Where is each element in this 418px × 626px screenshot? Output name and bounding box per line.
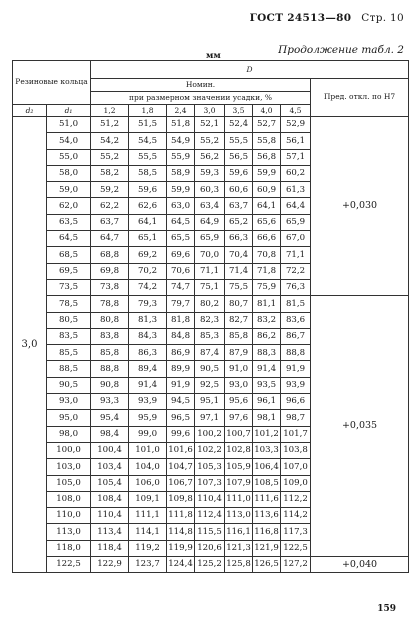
d-value-cell: 65,5 xyxy=(167,231,195,247)
d-value-cell: 66,3 xyxy=(225,231,253,247)
d-value-cell: 63,0 xyxy=(167,198,195,214)
d-value-cell: 107,3 xyxy=(195,475,225,491)
d-value-cell: 58,5 xyxy=(129,165,167,181)
d-value-cell: 74,2 xyxy=(129,279,167,295)
d-value-cell: 83,6 xyxy=(281,312,311,328)
d-value-cell: 125,2 xyxy=(195,557,225,573)
d-value-cell: 107,9 xyxy=(225,475,253,491)
d-value-cell: 104,7 xyxy=(167,459,195,475)
d-value-cell: 100,2 xyxy=(195,426,225,442)
d-value-cell: 109,1 xyxy=(129,491,167,507)
d-value-cell: 70,4 xyxy=(225,247,253,263)
d-value-cell: 56,8 xyxy=(253,149,281,165)
d1-header: d₁ xyxy=(47,105,91,117)
d-value-cell: 65,2 xyxy=(225,214,253,230)
d-value-cell: 90,5 xyxy=(195,361,225,377)
d-value-cell: 52,7 xyxy=(253,117,281,133)
d-value-cell: 64,9 xyxy=(195,214,225,230)
d-value-cell: 111,6 xyxy=(253,491,281,507)
d-value-cell: 95,9 xyxy=(129,410,167,426)
d-value-cell: 80,8 xyxy=(91,312,129,328)
d-value-cell: 120,6 xyxy=(195,540,225,556)
d-value-cell: 70,8 xyxy=(253,247,281,263)
d-value-cell: 63,4 xyxy=(195,198,225,214)
d1-cell: 105,0 xyxy=(47,475,91,491)
d1-cell: 83,5 xyxy=(47,328,91,344)
d1-cell: 78,5 xyxy=(47,296,91,312)
d-value-cell: 51,5 xyxy=(129,117,167,133)
d-value-cell: 81,3 xyxy=(129,312,167,328)
d-value-cell: 107,0 xyxy=(281,459,311,475)
d-value-cell: 59,9 xyxy=(167,182,195,198)
d-value-cell: 73,8 xyxy=(91,279,129,295)
d-value-cell: 69,6 xyxy=(167,247,195,263)
d0-value: 3,0 xyxy=(13,117,47,573)
d-value-cell: 97,6 xyxy=(225,410,253,426)
d-value-cell: 114,8 xyxy=(167,524,195,540)
d1-cell: 59,0 xyxy=(47,182,91,198)
d-value-cell: 88,8 xyxy=(91,361,129,377)
d-value-cell: 103,4 xyxy=(91,459,129,475)
d-value-cell: 95,4 xyxy=(91,410,129,426)
d1-cell: 113,0 xyxy=(47,524,91,540)
tolerance-cell: +0,030 xyxy=(311,117,409,296)
d-value-cell: 126,5 xyxy=(253,557,281,573)
d-value-cell: 85,8 xyxy=(225,328,253,344)
d-value-cell: 96,1 xyxy=(253,394,281,410)
d-value-cell: 55,2 xyxy=(91,149,129,165)
d1-cell: 93,0 xyxy=(47,394,91,410)
d-value-cell: 55,5 xyxy=(129,149,167,165)
d-value-cell: 54,5 xyxy=(129,133,167,149)
d-value-cell: 59,6 xyxy=(225,165,253,181)
d1-cell: 88,5 xyxy=(47,361,91,377)
d-value-cell: 75,1 xyxy=(195,279,225,295)
d1-cell: 110,0 xyxy=(47,508,91,524)
d1-cell: 80,5 xyxy=(47,312,91,328)
dimensions-table xyxy=(12,60,409,573)
d-value-cell: 82,3 xyxy=(195,312,225,328)
d-value-cell: 101,0 xyxy=(129,442,167,458)
shrinkage-value-3: 3,0 xyxy=(195,105,225,117)
d-value-cell: 86,3 xyxy=(129,345,167,361)
page-number: 159 xyxy=(377,604,396,614)
d-value-cell: 112,2 xyxy=(281,491,311,507)
d-value-cell: 87,4 xyxy=(195,345,225,361)
d-value-cell: 109,0 xyxy=(281,475,311,491)
d-value-cell: 85,8 xyxy=(91,345,129,361)
shrinkage-value-2: 2,4 xyxy=(167,105,195,117)
table-continuation-note: Продолжение табл. 2 xyxy=(278,44,404,56)
d1-cell: 108,0 xyxy=(47,491,91,507)
d-value-cell: 51,8 xyxy=(167,117,195,133)
d-value-cell: 111,8 xyxy=(167,508,195,524)
d-value-cell: 70,6 xyxy=(167,263,195,279)
d0-header: d₂ xyxy=(13,105,47,117)
d1-cell: 51,0 xyxy=(47,117,91,133)
d-value-cell: 98,4 xyxy=(91,426,129,442)
d-value-cell: 101,6 xyxy=(167,442,195,458)
d-value-cell: 91,0 xyxy=(225,361,253,377)
d-value-cell: 59,6 xyxy=(129,182,167,198)
d-value-cell: 114,1 xyxy=(129,524,167,540)
shrinkage-value-5: 4,0 xyxy=(253,105,281,117)
d-value-cell: 95,6 xyxy=(225,394,253,410)
d-value-cell: 105,3 xyxy=(195,459,225,475)
d-value-cell: 97,1 xyxy=(195,410,225,426)
d-value-cell: 82,7 xyxy=(225,312,253,328)
d-value-cell: 58,2 xyxy=(91,165,129,181)
table-row xyxy=(13,296,409,312)
d-value-cell: 86,9 xyxy=(167,345,195,361)
d1-cell: 118,0 xyxy=(47,540,91,556)
shrinkage-value-1: 1,8 xyxy=(129,105,167,117)
d-value-cell: 60,9 xyxy=(253,182,281,198)
d-value-cell: 100,7 xyxy=(225,426,253,442)
d-value-cell: 64,1 xyxy=(253,198,281,214)
d-value-cell: 91,4 xyxy=(253,361,281,377)
d-value-cell: 113,6 xyxy=(253,508,281,524)
unit-label: мм xyxy=(206,51,221,61)
d-value-cell: 72,2 xyxy=(281,263,311,279)
d-value-cell: 93,3 xyxy=(91,394,129,410)
d-value-cell: 59,3 xyxy=(195,165,225,181)
d-value-cell: 102,8 xyxy=(225,442,253,458)
d-value-cell: 52,9 xyxy=(281,117,311,133)
d-value-cell: 78,8 xyxy=(91,296,129,312)
d-value-cell: 56,1 xyxy=(281,133,311,149)
d-value-cell: 99,6 xyxy=(167,426,195,442)
d-value-cell: 89,9 xyxy=(167,361,195,377)
d-value-cell: 121,3 xyxy=(225,540,253,556)
d-value-cell: 103,8 xyxy=(281,442,311,458)
d-value-cell: 54,2 xyxy=(91,133,129,149)
d-value-cell: 108,5 xyxy=(253,475,281,491)
d-value-cell: 67,0 xyxy=(281,231,311,247)
shrinkage-value-0: 1,2 xyxy=(91,105,129,117)
d-value-cell: 64,7 xyxy=(91,231,129,247)
d-value-cell: 119,2 xyxy=(129,540,167,556)
d-value-cell: 119,9 xyxy=(167,540,195,556)
d-value-cell: 88,8 xyxy=(281,345,311,361)
d-value-cell: 87,9 xyxy=(225,345,253,361)
d-value-cell: 81,8 xyxy=(167,312,195,328)
tolerance-cell: +0,035 xyxy=(311,296,409,557)
d1-cell: 64,5 xyxy=(47,231,91,247)
d-value-cell: 56,2 xyxy=(195,149,225,165)
d-value-cell: 65,9 xyxy=(195,231,225,247)
nomin-header: Номин. xyxy=(91,79,311,92)
d-value-cell: 88,3 xyxy=(253,345,281,361)
d-value-cell: 61,3 xyxy=(281,182,311,198)
d-value-cell: 89,4 xyxy=(129,361,167,377)
d-value-cell: 54,9 xyxy=(167,133,195,149)
tolerance-cell: +0,040 xyxy=(311,557,409,573)
d1-cell: 58,0 xyxy=(47,165,91,181)
d-value-cell: 80,2 xyxy=(195,296,225,312)
d-value-cell: 59,2 xyxy=(91,182,129,198)
d1-cell: 73,5 xyxy=(47,279,91,295)
d-value-cell: 65,9 xyxy=(281,214,311,230)
d-value-cell: 63,7 xyxy=(225,198,253,214)
d-value-cell: 84,3 xyxy=(129,328,167,344)
d-value-cell: 55,5 xyxy=(225,133,253,149)
table-row xyxy=(13,557,409,573)
d1-cell: 85,5 xyxy=(47,345,91,361)
d-value-cell: 101,2 xyxy=(253,426,281,442)
d-value-cell: 116,1 xyxy=(225,524,253,540)
d-value-cell: 91,9 xyxy=(167,377,195,393)
d-value-cell: 86,7 xyxy=(281,328,311,344)
d-value-cell: 116,8 xyxy=(253,524,281,540)
d-value-cell: 86,2 xyxy=(253,328,281,344)
d-value-cell: 57,1 xyxy=(281,149,311,165)
d-value-cell: 114,2 xyxy=(281,508,311,524)
d-value-cell: 95,1 xyxy=(195,394,225,410)
d-value-cell: 127,2 xyxy=(281,557,311,573)
d-value-cell: 80,7 xyxy=(225,296,253,312)
d1-cell: 55,0 xyxy=(47,149,91,165)
d-value-cell: 55,2 xyxy=(195,133,225,149)
d-value-cell: 105,4 xyxy=(91,475,129,491)
d-value-cell: 122,9 xyxy=(91,557,129,573)
d-value-cell: 69,8 xyxy=(91,263,129,279)
page-label: Стр. 10 xyxy=(361,12,404,24)
d-value-cell: 90,8 xyxy=(91,377,129,393)
d-value-cell: 110,4 xyxy=(195,491,225,507)
d-header: D xyxy=(91,61,409,79)
d-value-cell: 100,4 xyxy=(91,442,129,458)
d-value-cell: 96,5 xyxy=(167,410,195,426)
shrinkage-value-6: 4,5 xyxy=(281,105,311,117)
d-value-cell: 104,0 xyxy=(129,459,167,475)
d1-cell: 122,5 xyxy=(47,557,91,573)
d-value-cell: 85,3 xyxy=(195,328,225,344)
d-value-cell: 55,9 xyxy=(167,149,195,165)
d-value-cell: 62,6 xyxy=(129,198,167,214)
d-value-cell: 69,2 xyxy=(129,247,167,263)
d-value-cell: 64,1 xyxy=(129,214,167,230)
d-value-cell: 91,4 xyxy=(129,377,167,393)
d-value-cell: 55,8 xyxy=(253,133,281,149)
d-value-cell: 68,8 xyxy=(91,247,129,263)
d-value-cell: 91,9 xyxy=(281,361,311,377)
d-value-cell: 62,2 xyxy=(91,198,129,214)
tolerance-header: Пред. откл. по Н7 xyxy=(311,79,409,117)
d1-cell: 63,5 xyxy=(47,214,91,230)
d-value-cell: 93,9 xyxy=(281,377,311,393)
d-value-cell: 71,1 xyxy=(195,263,225,279)
d-value-cell: 58,9 xyxy=(167,165,195,181)
d-value-cell: 70,0 xyxy=(195,247,225,263)
d-value-cell: 83,8 xyxy=(91,328,129,344)
d-value-cell: 56,5 xyxy=(225,149,253,165)
d-value-cell: 110,4 xyxy=(91,508,129,524)
d-value-cell: 93,0 xyxy=(225,377,253,393)
d1-cell: 69,5 xyxy=(47,263,91,279)
d-value-cell: 63,7 xyxy=(91,214,129,230)
d-value-cell: 115,5 xyxy=(195,524,225,540)
d-value-cell: 75,5 xyxy=(225,279,253,295)
d-value-cell: 81,1 xyxy=(253,296,281,312)
d-value-cell: 98,7 xyxy=(281,410,311,426)
d-value-cell: 65,1 xyxy=(129,231,167,247)
d1-cell: 68,5 xyxy=(47,247,91,263)
d-value-cell: 103,3 xyxy=(253,442,281,458)
d-value-cell: 94,5 xyxy=(167,394,195,410)
d-value-cell: 83,2 xyxy=(253,312,281,328)
d1-cell: 90,5 xyxy=(47,377,91,393)
d-value-cell: 98,1 xyxy=(253,410,281,426)
d1-cell: 95,0 xyxy=(47,410,91,426)
d-value-cell: 52,1 xyxy=(195,117,225,133)
d-value-cell: 108,4 xyxy=(91,491,129,507)
d-value-cell: 117,3 xyxy=(281,524,311,540)
d-value-cell: 112,4 xyxy=(195,508,225,524)
d-value-cell: 122,5 xyxy=(281,540,311,556)
d-value-cell: 106,7 xyxy=(167,475,195,491)
d-value-cell: 118,4 xyxy=(91,540,129,556)
d-value-cell: 60,6 xyxy=(225,182,253,198)
d-value-cell: 79,3 xyxy=(129,296,167,312)
d-value-cell: 79,7 xyxy=(167,296,195,312)
d-value-cell: 93,5 xyxy=(253,377,281,393)
d-value-cell: 71,4 xyxy=(225,263,253,279)
d1-cell: 54,0 xyxy=(47,133,91,149)
ring-header: Резиновые кольца xyxy=(13,61,91,105)
standard-code: ГОСТ 24513—80 xyxy=(249,12,352,24)
d-value-cell: 113,4 xyxy=(91,524,129,540)
d-value-cell: 96,6 xyxy=(281,394,311,410)
d1-cell: 98,0 xyxy=(47,426,91,442)
d1-cell: 103,0 xyxy=(47,459,91,475)
d-value-cell: 51,2 xyxy=(91,117,129,133)
d-value-cell: 101,7 xyxy=(281,426,311,442)
d1-cell: 100,0 xyxy=(47,442,91,458)
d-value-cell: 93,9 xyxy=(129,394,167,410)
d-value-cell: 84,8 xyxy=(167,328,195,344)
d-value-cell: 123,7 xyxy=(129,557,167,573)
shrinkage-value-4: 3,5 xyxy=(225,105,253,117)
d-value-cell: 109,8 xyxy=(167,491,195,507)
d-value-cell: 81,5 xyxy=(281,296,311,312)
d-value-cell: 105,9 xyxy=(225,459,253,475)
d-value-cell: 124,4 xyxy=(167,557,195,573)
d-value-cell: 71,1 xyxy=(281,247,311,263)
d-value-cell: 60,3 xyxy=(195,182,225,198)
d-value-cell: 75,9 xyxy=(253,279,281,295)
d1-cell: 62,0 xyxy=(47,198,91,214)
d-value-cell: 59,9 xyxy=(253,165,281,181)
page-header xyxy=(250,12,404,24)
d-value-cell: 125,8 xyxy=(225,557,253,573)
d-value-cell: 76,3 xyxy=(281,279,311,295)
shrinkage-header: при размерном значении усадки, % xyxy=(91,92,311,105)
d-value-cell: 52,4 xyxy=(225,117,253,133)
d-value-cell: 64,4 xyxy=(281,198,311,214)
d-value-cell: 106,4 xyxy=(253,459,281,475)
d-value-cell: 70,2 xyxy=(129,263,167,279)
d-value-cell: 111,0 xyxy=(225,491,253,507)
d-value-cell: 106,0 xyxy=(129,475,167,491)
d-value-cell: 102,2 xyxy=(195,442,225,458)
d-value-cell: 121,9 xyxy=(253,540,281,556)
d-value-cell: 71,8 xyxy=(253,263,281,279)
d-value-cell: 99,0 xyxy=(129,426,167,442)
d-value-cell: 66,6 xyxy=(253,231,281,247)
table-row xyxy=(13,117,409,133)
d-value-cell: 92,5 xyxy=(195,377,225,393)
d-value-cell: 65,6 xyxy=(253,214,281,230)
d-value-cell: 113,0 xyxy=(225,508,253,524)
d-value-cell: 64,5 xyxy=(167,214,195,230)
d-value-cell: 60,2 xyxy=(281,165,311,181)
d-value-cell: 74,7 xyxy=(167,279,195,295)
d-value-cell: 111,1 xyxy=(129,508,167,524)
